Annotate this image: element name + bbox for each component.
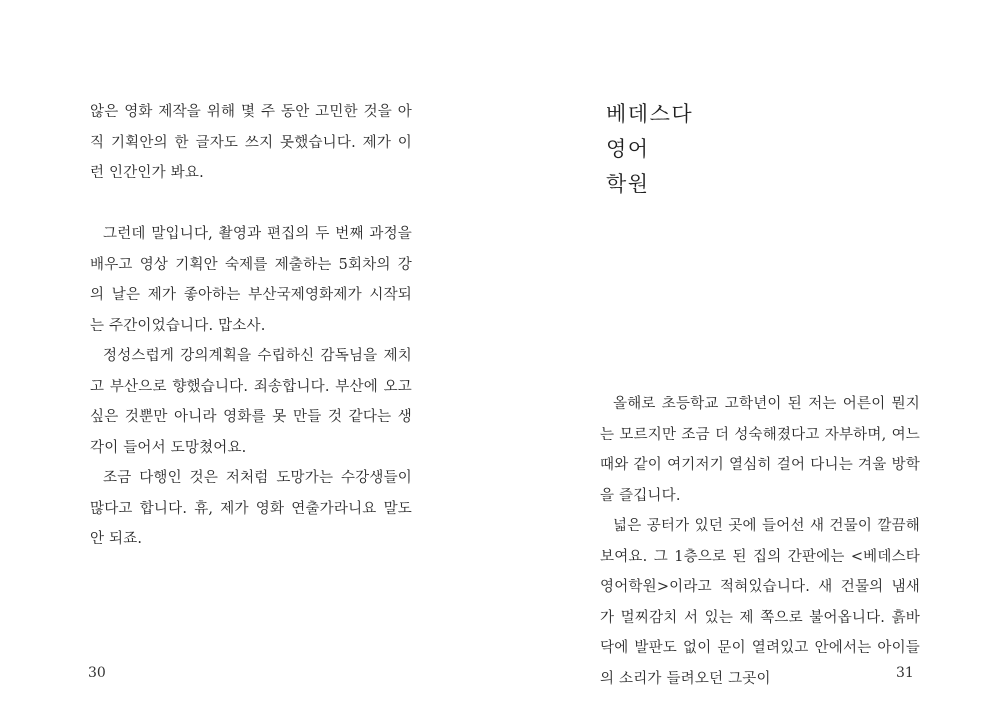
right-body-text: [600, 389, 920, 694]
chapter-title: [606, 97, 693, 202]
right-page: [500, 0, 1000, 718]
paragraph: 조금 다행인 것은 저처럼 도망가는 수강생들이 많다고 합니다. 휴, 제가 영화 연출가라니요 말도 안 되죠.: [90, 470, 412, 547]
chapter-title-line: 영어: [606, 137, 650, 161]
paragraph: 않은 영화 제작을 위해 몇 주 동안 고민한 것을 아직 기획안의 한 글자도 쓰지 못했습니다. 제가 이런 인간인가 봐요.: [90, 104, 412, 181]
paragraph: 넓은 공터가 있던 곳에 들어선 새 건물이 깔끔해 보여요. 그 1층으로 된 집의 간판에는 <베데스타 영어학원>이라고 적혀있습니다. 새 건물의 냄새가 멀찌감치 서 있는 제 쪽으로 불어옵니다. 흙바닥에 발판도 없이 문이 열려있고 안에서는 아이들의 소리가 들려오던 그곳이: [600, 518, 920, 687]
left-body-text: [90, 97, 412, 555]
paragraph-spacer: [90, 189, 412, 220]
paragraph: 그런데 말입니다, 촬영과 편집의 두 번째 과정을 배우고 영상 기획안 숙제를 제출하는 5회차의 강의 날은 제가 좋아하는 부산국제영화제가 시작되는 주간이었습니다. 맙소사.: [90, 226, 412, 334]
page-number: 31: [896, 665, 914, 681]
paragraph: 올해로 초등학교 고학년이 된 저는 어른이 뭔지는 모르지만 조금 더 성숙해졌다고 자부하며, 여느 때와 같이 여기저기 열심히 걸어 다니는 겨울 방학을 즐깁니다.: [600, 396, 920, 504]
paragraph: 정성스럽게 강의계획을 수립하신 감독님을 제치고 부산으로 향했습니다. 죄송합니다. 부산에 오고 싶은 것뿐만 아니라 영화를 못 만들 것 같다는 생각이 들어서 도망쳤어요.: [90, 348, 412, 456]
chapter-title-line: 베데스다: [606, 102, 694, 126]
page-number: 30: [88, 665, 106, 681]
chapter-title-line: 학원: [606, 172, 650, 196]
